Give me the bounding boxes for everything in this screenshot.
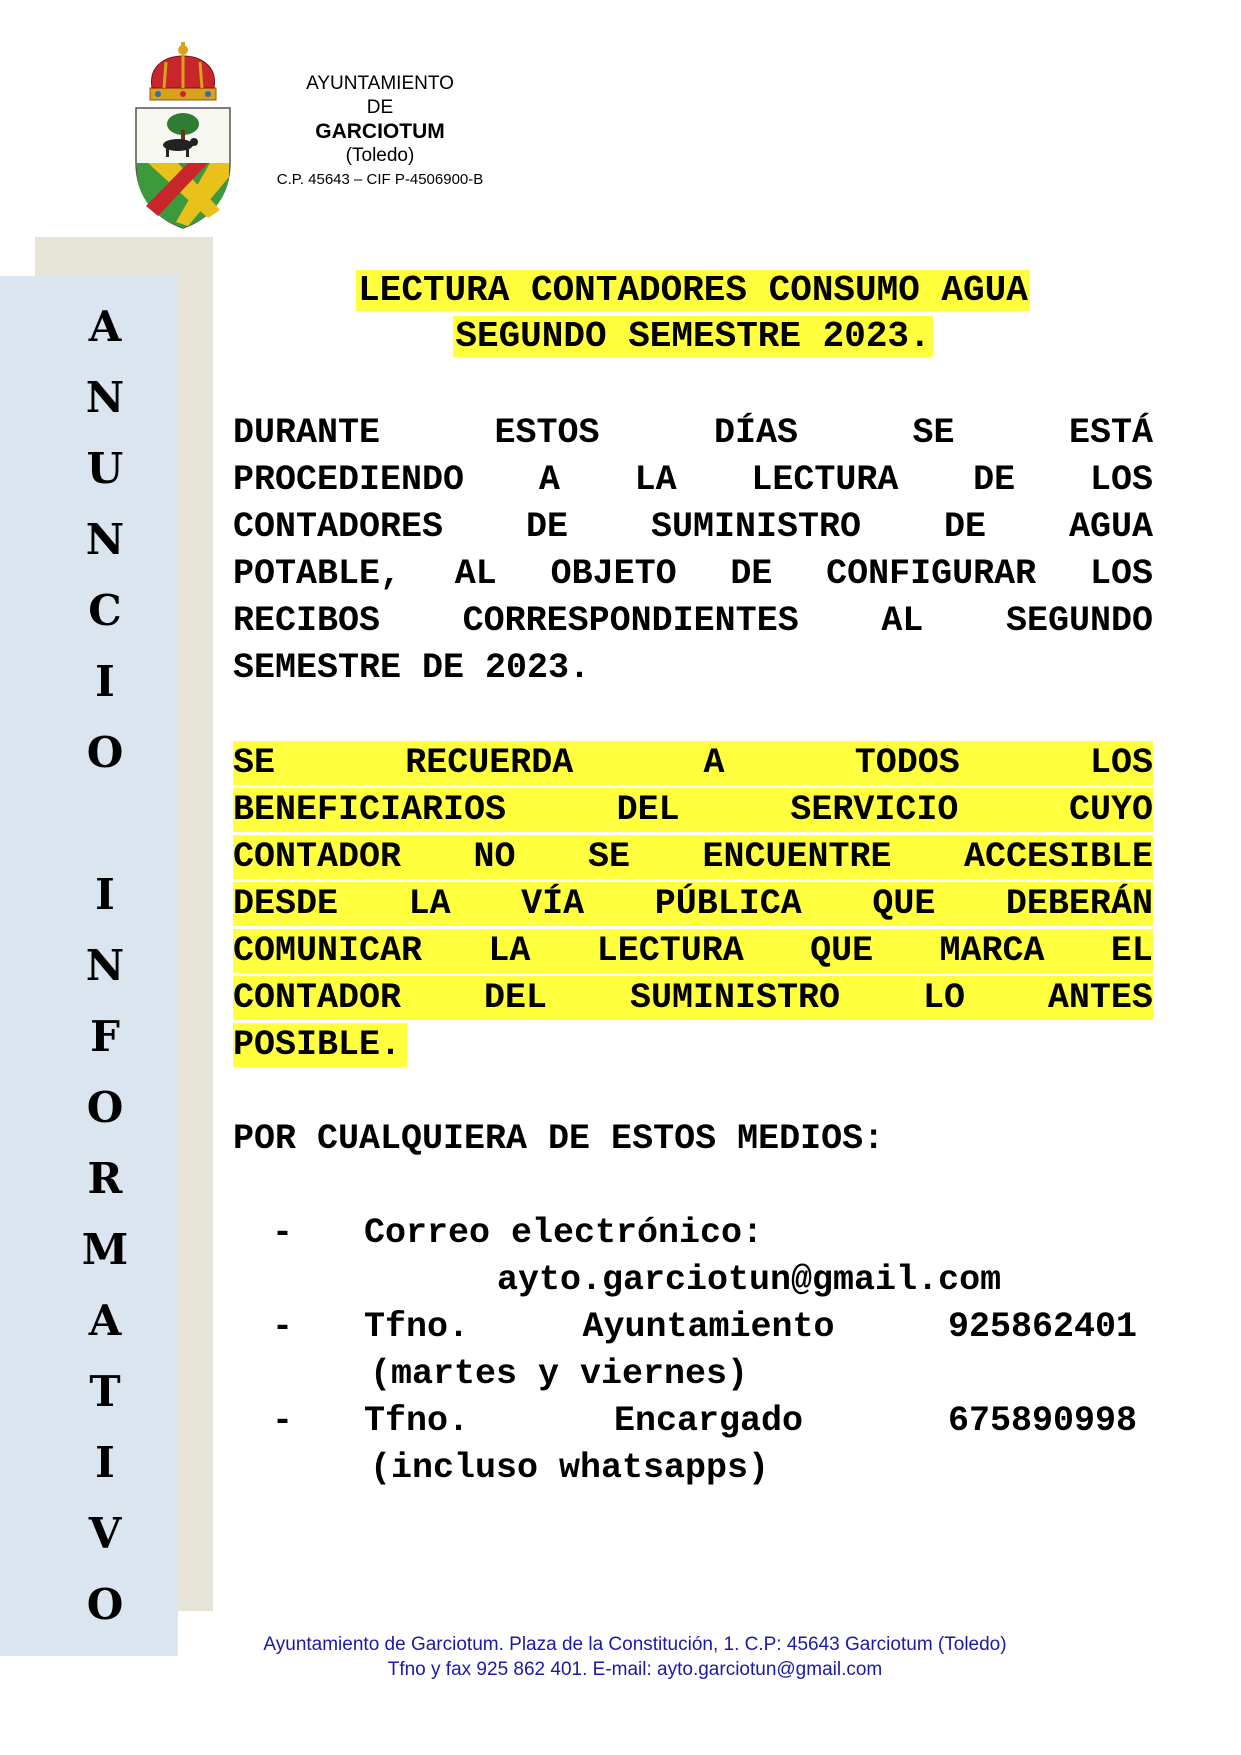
province: (Toledo) <box>345 145 415 166</box>
word: DÍAS <box>714 413 799 453</box>
paragraph-line <box>233 552 1153 596</box>
sidebar-letter: R <box>87 1154 123 1203</box>
header-line-1: AYUNTAMIENTO <box>306 73 454 94</box>
word: COMUNICAR <box>233 931 423 971</box>
sidebar-letter: O <box>86 1083 124 1132</box>
word: DE <box>730 554 773 594</box>
phone-manager <box>364 1399 1137 1443</box>
word: DEBERÁN <box>1005 884 1153 924</box>
notice-title-text-1: LECTURA CONTADORES CONSUMO AGUA <box>358 270 1028 311</box>
word: LA <box>408 884 451 924</box>
word: CONFIGURAR <box>826 554 1037 594</box>
notice-title-line-1 <box>230 270 1156 312</box>
paragraph-line <box>233 411 1153 455</box>
word: CONTADOR <box>233 837 402 877</box>
sidebar-letter: I <box>95 657 115 706</box>
word: SE <box>587 837 630 877</box>
sidebar-letter: C <box>88 586 122 635</box>
sidebar-letter: F <box>90 1012 120 1061</box>
word: MARCA <box>939 931 1045 971</box>
word: CUYO <box>1068 790 1153 830</box>
phone-label-word: Tfno. <box>364 1401 470 1441</box>
notice-title-line-2 <box>230 316 1156 358</box>
postal-and-tax-id: C.P. 45643 – CIF P-4506900-B <box>276 171 484 188</box>
highlighted-line <box>233 835 1153 879</box>
word: EL <box>1110 931 1153 971</box>
word: DEL <box>483 978 547 1018</box>
word: ENCUENTRE <box>702 837 892 877</box>
phone-number-town-hall[interactable]: 925862401 <box>947 1307 1137 1347</box>
word: ESTÁ <box>1068 413 1153 453</box>
sidebar-letter: T <box>89 1367 121 1416</box>
word: LOS <box>1089 460 1153 500</box>
word: RECIBOS <box>233 601 381 641</box>
word: PROCEDIENDO <box>233 460 465 500</box>
phone-number-manager[interactable]: 675890998 <box>947 1401 1137 1441</box>
header-line-2: DE <box>366 97 394 118</box>
list-dash: - <box>272 1213 294 1253</box>
word: SE <box>233 743 276 783</box>
phone-town-hall-note: (martes y viernes) <box>370 1354 749 1394</box>
highlighted-line <box>233 741 1153 785</box>
word: NO <box>473 837 516 877</box>
highlighted-line <box>233 882 1153 926</box>
word: PÚBLICA <box>654 884 802 924</box>
word: OBJETO <box>550 554 677 594</box>
contact-means-heading: POR CUALQUIERA DE ESTOS MEDIOS: <box>233 1119 885 1159</box>
word: SE <box>912 413 955 453</box>
sidebar-letter: O <box>86 1580 124 1629</box>
highlighted-line <box>233 788 1153 832</box>
sidebar-letter: N <box>85 515 125 564</box>
word: AGUA <box>1068 507 1153 547</box>
word: ESTOS <box>494 413 600 453</box>
phone-town-hall <box>364 1305 1137 1349</box>
paragraph-line <box>233 458 1153 502</box>
sidebar-letter: A <box>88 302 122 351</box>
sidebar-letter: I <box>95 870 115 919</box>
word: CONTADORES <box>233 507 444 547</box>
paragraph-line <box>233 599 1153 643</box>
word: LECTURA <box>751 460 899 500</box>
word: ACCESIBLE <box>963 837 1153 877</box>
sidebar-letter: U <box>86 444 124 493</box>
word: CONTADOR <box>233 978 402 1018</box>
word: VÍA <box>521 884 585 924</box>
highlighted-last-line: POSIBLE. <box>233 1023 407 1067</box>
word: LOS <box>1089 743 1153 783</box>
paragraph-last-line: SEMESTRE DE 2023. <box>233 648 591 688</box>
word: RECUERDA <box>405 743 574 783</box>
word: SUMINISTRO <box>650 507 862 547</box>
word: AL <box>454 554 497 594</box>
word: LO <box>922 978 965 1018</box>
word: A <box>703 743 725 783</box>
word: QUE <box>810 931 874 971</box>
notice-title-text-2: SEGUNDO SEMESTRE 2023. <box>455 316 931 357</box>
word: CORRESPONDIENTES <box>462 601 799 641</box>
list-dash: - <box>272 1401 294 1441</box>
sidebar-letter: O <box>86 728 124 777</box>
phone-manager-note: (incluso whatsapps) <box>370 1448 770 1488</box>
word: AL <box>881 601 924 641</box>
phone-label-word: Tfno. <box>364 1307 470 1347</box>
sidebar-letter: N <box>85 373 125 422</box>
municipality-header <box>255 72 505 192</box>
word: SEGUNDO <box>1005 601 1153 641</box>
email-link[interactable]: ayto.garciotun@gmail.com <box>497 1260 1002 1300</box>
word: SERVICIO <box>790 790 959 830</box>
word: LA <box>488 931 531 971</box>
sidebar-letter: V <box>88 1509 122 1558</box>
highlighted-line <box>233 929 1153 973</box>
crown-icon <box>150 42 216 100</box>
municipality-name: GARCIOTUM <box>315 120 445 143</box>
word: ANTES <box>1047 978 1153 1018</box>
word: DESDE <box>233 884 339 924</box>
email-label: Correo electrónico: <box>364 1213 764 1253</box>
shield-icon <box>136 108 230 228</box>
word: DE <box>973 460 1016 500</box>
word: DURANTE <box>233 413 381 453</box>
paragraph-line <box>233 505 1153 549</box>
word: BENEFICIARIOS <box>233 790 507 830</box>
word: LECTURA <box>596 931 744 971</box>
word: POTABLE, <box>233 554 402 594</box>
coat-of-arms <box>128 42 238 232</box>
sidebar-letter: N <box>85 941 125 990</box>
word: DE <box>526 507 569 547</box>
word: SUMINISTRO <box>629 978 840 1018</box>
word: DEL <box>616 790 680 830</box>
phone-label-word: Ayuntamiento <box>582 1307 835 1347</box>
phone-label-word: Encargado <box>613 1401 804 1441</box>
highlighted-line <box>233 976 1153 1020</box>
word: DE <box>943 507 986 547</box>
sidebar-letter: M <box>81 1225 129 1274</box>
word: QUE <box>872 884 936 924</box>
sidebar-letter: A <box>88 1296 122 1345</box>
footer-contact: Tfno y fax 925 862 401. E-mail: ayto.garciotun@gmail.com <box>387 1659 883 1680</box>
list-dash: - <box>272 1307 294 1347</box>
word: TODOS <box>854 743 960 783</box>
word: LA <box>634 460 677 500</box>
footer-address: Ayuntamiento de Garciotum. Plaza de la Constitución, 1. C.P: 45643 Garciotum (Toledo) <box>263 1634 1007 1655</box>
word: LOS <box>1089 554 1153 594</box>
word: A <box>538 460 560 500</box>
sidebar-letter: I <box>95 1438 115 1487</box>
